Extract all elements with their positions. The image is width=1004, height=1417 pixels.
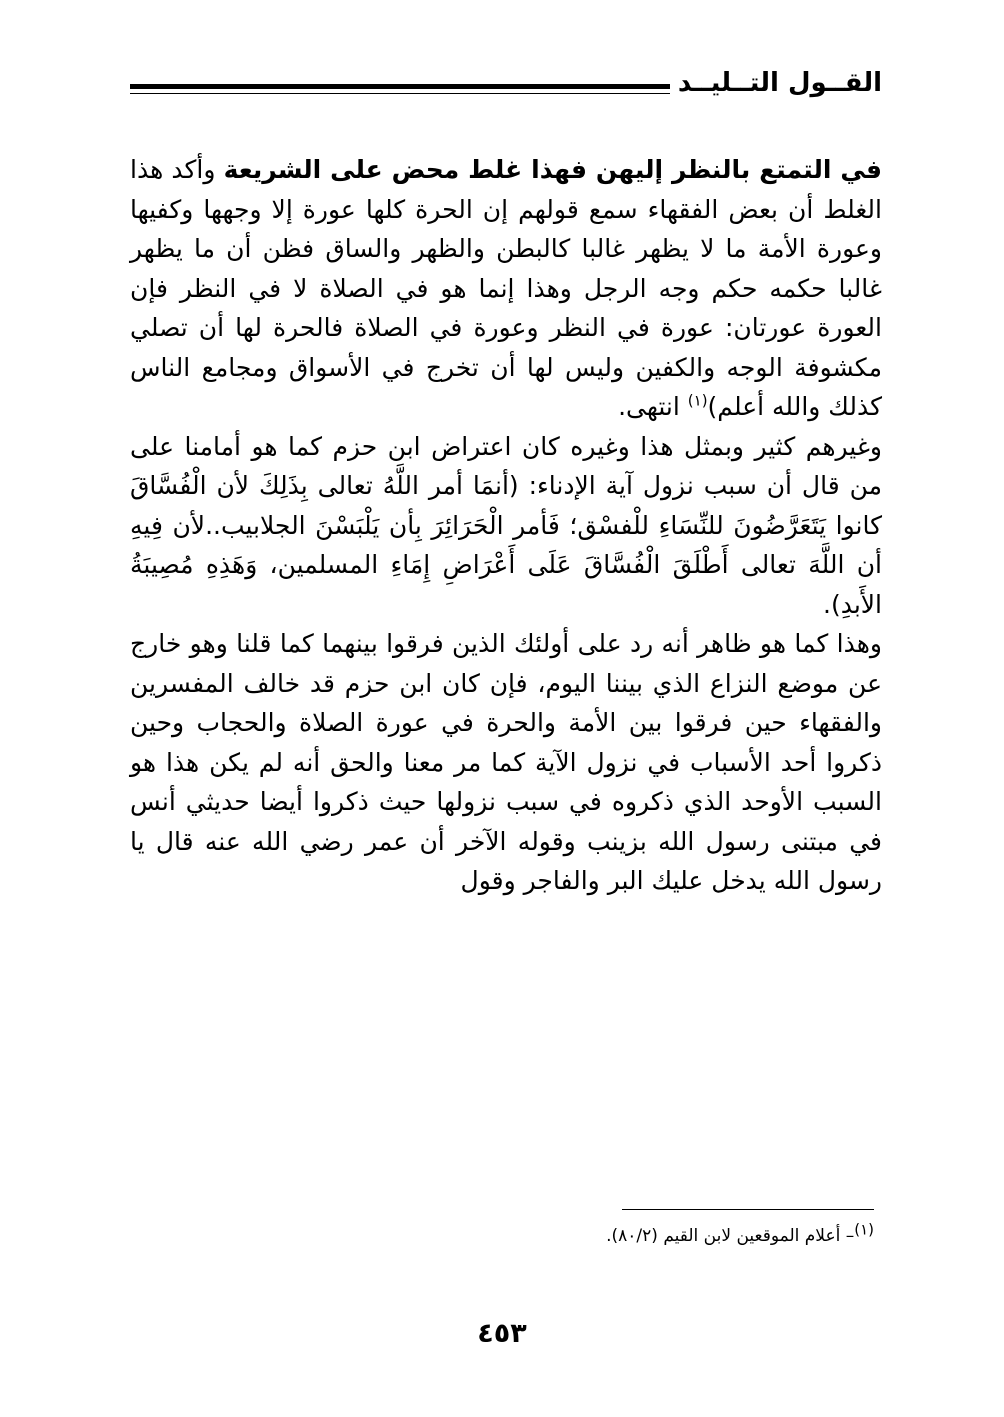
paragraph-3: وهذا كما هو ظاهر أنه رد على أولئك الذين فرقوا بينهما كما قلنا وهو خارج عن موضع النزاع الذي بيننا اليوم، فإن كان ابن حزم قد خالف المفسرين والفقهاء حين فرقوا بين الأمة والحرة في عورة الصلاة والحجاب وحين ذكروا أحد الأسباب في نزول الآية كما مر معنا والحق أنه لم يكن هذا هو السبب الأوحد الذي ذكروه في سبب نزولها حيث ذكروا أيضا حديثي أنس في مبتنى رسول الله بزينب وقوله الآخر أن عمر رضي الله عنه قال يا رسول الله يدخل عليك البر والفاجر وقول xyxy=(130,629,882,895)
footnote-reference: (١) xyxy=(687,391,708,410)
footnote-separator xyxy=(622,1209,874,1210)
paragraph-1 xyxy=(130,150,882,427)
paragraph-2: وغيرهم كثير وبمثل هذا وغيره كان اعتراض ابن حزم كما هو أمامنا على من قال أن سبب نزول آية الإدناء: (أنمَا أمر اللَّهُ تعالى بِذَلِكَ لأن الْفُسَّاقَ كانوا يَتَعَرَّضُونَ للنِّسَاءِ للْفسْق؛ فَأمر الْحَرَائِرَ بِأن يَلْبَسْنَ الجلابيب..لأن فِيهِ أن اللَّهَ تعالى أَطْلَقَ الْفُسَّاقَ عَلَى أَعْرَاضِ إِمَاءِ المسلمين، وَهَذِهِ مُصِيبَةُ الأَبدِ). xyxy=(130,431,882,619)
running-header xyxy=(130,62,882,118)
paragraph-1-end: انتهى. xyxy=(618,392,688,421)
footnote xyxy=(122,1220,874,1249)
header-double-rule xyxy=(130,84,670,94)
paragraph-1-text: وأكد هذا الغلط أن بعض الفقهاء سمع قولهم إن الحرة كلها عورة إلا وجهها وكفيها وعورة الأمة ما لا يظهر غالبا كالبطن والظهر والساق فظن أن ما يظهر غالبا حكمه حكم وجه الرجل وهذا إنما هو في الصلاة لا في النظر فإن العورة عورتان: عورة في النظر وعورة في الصلاة فالحرة لها أن تصلي مكشوفة الوجه والكفين وليس لها أن تخرج في الأسواق ومجامع الناس كذلك والله أعلم) xyxy=(130,155,882,421)
footnote-marker: (١) xyxy=(854,1220,874,1239)
main-text xyxy=(130,150,882,901)
page-number: ٤٥٣ xyxy=(477,1318,527,1349)
running-header-title: القــول التــليــد xyxy=(677,68,882,98)
emphasized-phrase: في التمتع بالنظر إليهن فهذا غلط محض على الشريعة xyxy=(223,155,882,184)
footnote-text: – أعلام الموقعين لابن القيم (٨٠/٢). xyxy=(606,1226,855,1246)
